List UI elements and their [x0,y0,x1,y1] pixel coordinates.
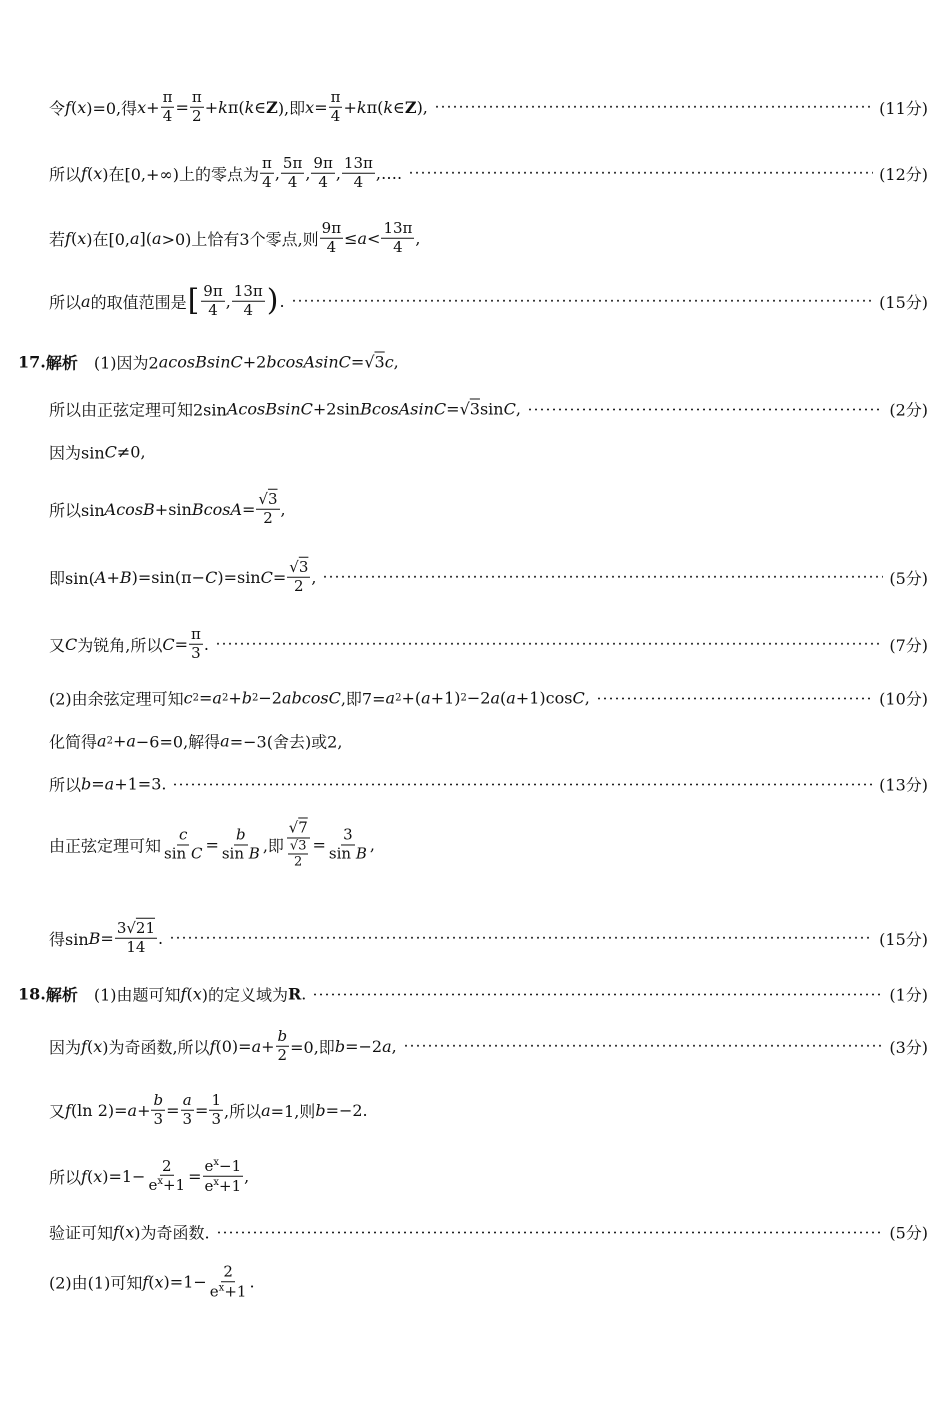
solution-line [49,918,928,956]
dot-leader [169,937,873,939]
dot-leader [215,643,883,645]
line-text: 验证可知 f ( x )为奇函数. [49,1222,210,1243]
score-label: (13分) [879,775,928,795]
solution-line [49,1221,928,1244]
score-label: (3分) [889,1037,928,1057]
solution-line [49,153,928,191]
score-label: (10分) [879,689,928,709]
line-text: 得sin B = $\frac{3√21}{14}$ . [49,918,164,956]
solution-line [49,218,928,256]
line-text: 又 C 为锐角,所以 C = $\frac{\pi}{3}$ . [49,624,209,662]
analysis-label: 解析 [45,985,78,1005]
dot-leader [408,172,873,174]
solution-line [49,441,928,464]
line-text: 所以 a 的取值范围是 [ $\frac{9\pi}{4}$ , $\frac{13\pi}{4}$ ) . [49,281,285,319]
dot-leader [434,106,873,108]
dot-leader [527,408,883,410]
dot-leader [172,783,873,785]
line-text: 由正弦定理可知 $\frac{c}{\text{sin C}}$ = $\frac{b}{\text{sin B}}$ ,即 $\frac{√7}{\frac{√3}{2}}$ = $\frac{3}{\text{sin B}}$ , [49,818,375,870]
question-number: 17. [18,352,46,372]
solution-line [49,489,928,527]
solution-line [49,557,928,595]
line-text: 令 f ( x )=0,得 x + $\frac{\pi}{4}$ = $\frac{\pi}{2}$ + k π( k ∈ Z ),即 x = $\frac{\pi}{4}$ + k π( k ∈ Z ), [49,87,428,125]
dot-leader [216,1231,884,1233]
line-text: 若 f ( x )在[0, a ]( a >0)上恰有3个零点,则 $\frac{9\pi}{4}$ ≤ a < $\frac{13\pi}{4}$ , [49,218,421,256]
dot-leader [403,1045,884,1047]
line-text: 即sin( A + B )=sin(π− C )=sin C = $\frac{√3}{2}$ , [49,557,317,595]
solution-line [49,281,928,319]
line-text: 所以 f ( x )在[0,+∞)上的零点为 $\frac{\pi}{4}$ , $\frac{5\pi}{4}$ , $\frac{9\pi}{4}$ , $\frac{13\pi}{4}$ ,…. [49,153,403,191]
solution-line [49,1090,928,1128]
line-text: 17. 解析 (1)因为2 a c o s B s i n C +2 b c o s A s i n C =√ 3 c , [18,352,399,373]
solution-line [49,398,928,421]
solution-line [49,1264,928,1300]
score-label: (15分) [879,929,928,949]
score-label: (7分) [889,635,928,655]
score-label: (5分) [889,568,928,588]
question-number: 18. [18,984,46,1004]
line-text: (2)由(1)可知 f ( x )=1− $\frac{2}{e^x+1}$ . [49,1262,255,1300]
line-text: 所以 f ( x )=1− $\frac{2}{e^x+1}$ = $\frac{e^x-1}{e^x+1}$ , [49,1156,250,1195]
score-label: (11分) [879,98,928,118]
solution-line [49,773,928,796]
solution-line [49,624,928,662]
line-text: 所以由正弦定理可知2sin A c o s B s i n C +2sin B c o s A s i n C =√ 3 sin C , [49,399,521,420]
solution-line [18,351,928,374]
line-text: 因为 f ( x )为奇函数,所以 f (0)= a + $\frac{b}{2}$ =0,即 b =−2 a , [49,1026,397,1064]
solution-line [49,1026,928,1064]
line-text: 18. 解析 (1)由题可知 f ( x )的定义域为 R . [18,984,307,1005]
analysis-label: 解析 [45,353,78,373]
line-text: 所以 b = a +1=3. [49,774,167,795]
solution-line [18,983,928,1006]
line-text: (2)由余弦定理可知 c 2 = a 2 + b 2 −2 a b c o s C ,即7= a 2 +( a +1) 2 −2 a ( a +1)cos C , [49,688,590,709]
line-text: 因为sin C ≠0, [49,442,146,463]
line-text: 所以sin A c o s B +sin B c o s A = $\frac{√3}{2}$ , [49,489,286,527]
solution-line [49,87,928,125]
solution-line [49,687,928,710]
score-label: (15分) [879,292,928,312]
dot-leader [596,697,873,699]
score-label: (5分) [889,1223,928,1243]
score-label: (1分) [889,985,928,1005]
line-text: 化简得 a 2 + a −6=0,解得 a =−3(舍去)或2, [49,731,343,752]
score-label: (2分) [889,400,928,420]
dot-leader [322,576,883,578]
solution-line [49,1158,928,1195]
dot-leader [291,300,874,302]
solution-line [49,820,928,869]
score-label: (12分) [879,164,928,184]
dot-leader [312,993,883,995]
line-text: 又 f (ln 2)= a + $\frac{b}{3}$ = $\frac{a}{3}$ = $\frac{1}{3}$ ,所以 a =1,则 b =−2. [49,1090,368,1128]
solution-line [49,730,928,753]
